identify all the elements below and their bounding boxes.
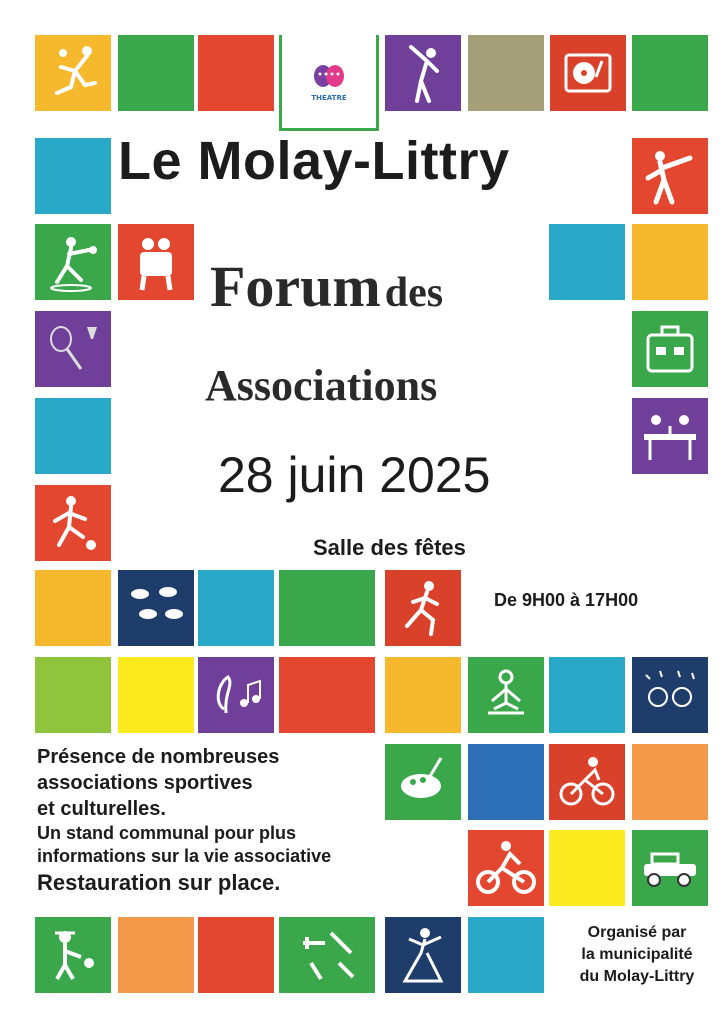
organizer-line: Organisé par bbox=[587, 924, 687, 941]
tile-orange-2 bbox=[632, 744, 708, 820]
description-line: et culturelles. bbox=[37, 798, 166, 820]
tile-schoolbag bbox=[632, 311, 708, 387]
dancing-icon bbox=[391, 923, 455, 987]
sheep-icon bbox=[124, 576, 188, 640]
record-player-icon bbox=[556, 41, 620, 105]
tile-cycling bbox=[549, 744, 625, 820]
tile-red-3 bbox=[198, 917, 274, 993]
town-title: Le Molay-Littry bbox=[118, 131, 510, 191]
judo-icon bbox=[124, 230, 188, 294]
motocross-icon bbox=[474, 836, 538, 900]
tile-gardening bbox=[35, 917, 111, 993]
associations-title: Associations bbox=[205, 361, 438, 410]
tile-yellow-1 bbox=[632, 224, 708, 300]
tile-green-3 bbox=[279, 570, 375, 646]
tile-sheep bbox=[118, 570, 194, 646]
tile-badminton bbox=[35, 311, 111, 387]
event-venue: Salle des fêtes bbox=[313, 535, 466, 560]
theatre-logo bbox=[279, 35, 379, 131]
tile-blue-3 bbox=[35, 398, 111, 474]
tile-red-1 bbox=[198, 35, 274, 111]
tile-music bbox=[198, 657, 274, 733]
description-line: Présence de nombreuses bbox=[37, 746, 280, 768]
tile-gymnastics bbox=[385, 35, 461, 111]
petanque-icon bbox=[41, 230, 105, 294]
tile-yellow-2 bbox=[35, 570, 111, 646]
running-icon bbox=[391, 576, 455, 640]
yoga-icon bbox=[474, 663, 538, 727]
karate-icon bbox=[638, 144, 702, 208]
tile-bright-yellow bbox=[118, 657, 194, 733]
tile-ping-pong bbox=[632, 398, 708, 474]
forum-title bbox=[210, 253, 443, 320]
des-word: des bbox=[384, 270, 444, 316]
tile-petanque bbox=[35, 224, 111, 300]
tile-blue-6 bbox=[468, 917, 544, 993]
football-icon bbox=[41, 491, 105, 555]
tile-handball bbox=[35, 35, 111, 111]
tile-blue-1 bbox=[35, 138, 111, 214]
description-line: informations sur la vie associative bbox=[37, 846, 332, 866]
music-notes-icon bbox=[204, 663, 268, 727]
description-line: Un stand communal pour plus bbox=[37, 823, 297, 843]
tile-bright-yellow-2 bbox=[549, 830, 625, 906]
theatre-masks-icon bbox=[309, 62, 349, 92]
tile-tools bbox=[279, 917, 375, 993]
tile-vintage-car bbox=[632, 830, 708, 906]
tile-blue-4 bbox=[198, 570, 274, 646]
tile-dancing bbox=[385, 917, 461, 993]
painting-palette-icon bbox=[391, 750, 455, 814]
description-line: Restauration sur place. bbox=[37, 870, 281, 895]
tile-motocross bbox=[468, 830, 544, 906]
tools-icon bbox=[295, 923, 359, 987]
tile-red-2 bbox=[279, 657, 375, 733]
tile-lime bbox=[35, 657, 111, 733]
tile-yoga bbox=[468, 657, 544, 733]
vintage-car-icon bbox=[638, 836, 702, 900]
forum-word: Forum bbox=[210, 254, 381, 319]
gymnastics-icon bbox=[391, 41, 455, 105]
tile-orange-1 bbox=[385, 657, 461, 733]
tile-green-1 bbox=[118, 35, 194, 111]
ping-pong-icon bbox=[638, 404, 702, 468]
tile-olive bbox=[468, 35, 544, 111]
gardening-icon bbox=[41, 923, 105, 987]
badminton-icon bbox=[41, 317, 105, 381]
tile-running bbox=[385, 570, 461, 646]
organizer-line: la municipalité bbox=[581, 946, 693, 963]
event-hours: De 9H00 à 17H00 bbox=[494, 590, 639, 610]
description-line: associations sportives bbox=[37, 772, 253, 794]
schoolbag-icon bbox=[638, 317, 702, 381]
logo-text: THEATRE bbox=[311, 93, 347, 102]
tile-karate bbox=[632, 138, 708, 214]
tile-blue-5 bbox=[549, 657, 625, 733]
handball-icon bbox=[41, 41, 105, 105]
tile-choir bbox=[632, 657, 708, 733]
tile-football bbox=[35, 485, 111, 561]
event-date: 28 juin 2025 bbox=[218, 447, 491, 503]
tile-judo bbox=[118, 224, 194, 300]
tile-green-2 bbox=[632, 35, 708, 111]
tile-record-player bbox=[550, 35, 626, 111]
organizer-line: du Molay-Littry bbox=[579, 968, 695, 985]
tile-orange-3 bbox=[118, 917, 194, 993]
event-description bbox=[37, 744, 331, 898]
choir-icon bbox=[638, 663, 702, 727]
tile-painting bbox=[385, 744, 461, 820]
tile-royal-blue bbox=[468, 744, 544, 820]
organizer-block bbox=[552, 922, 722, 988]
cycling-icon bbox=[555, 750, 619, 814]
tile-blue-2 bbox=[549, 224, 625, 300]
